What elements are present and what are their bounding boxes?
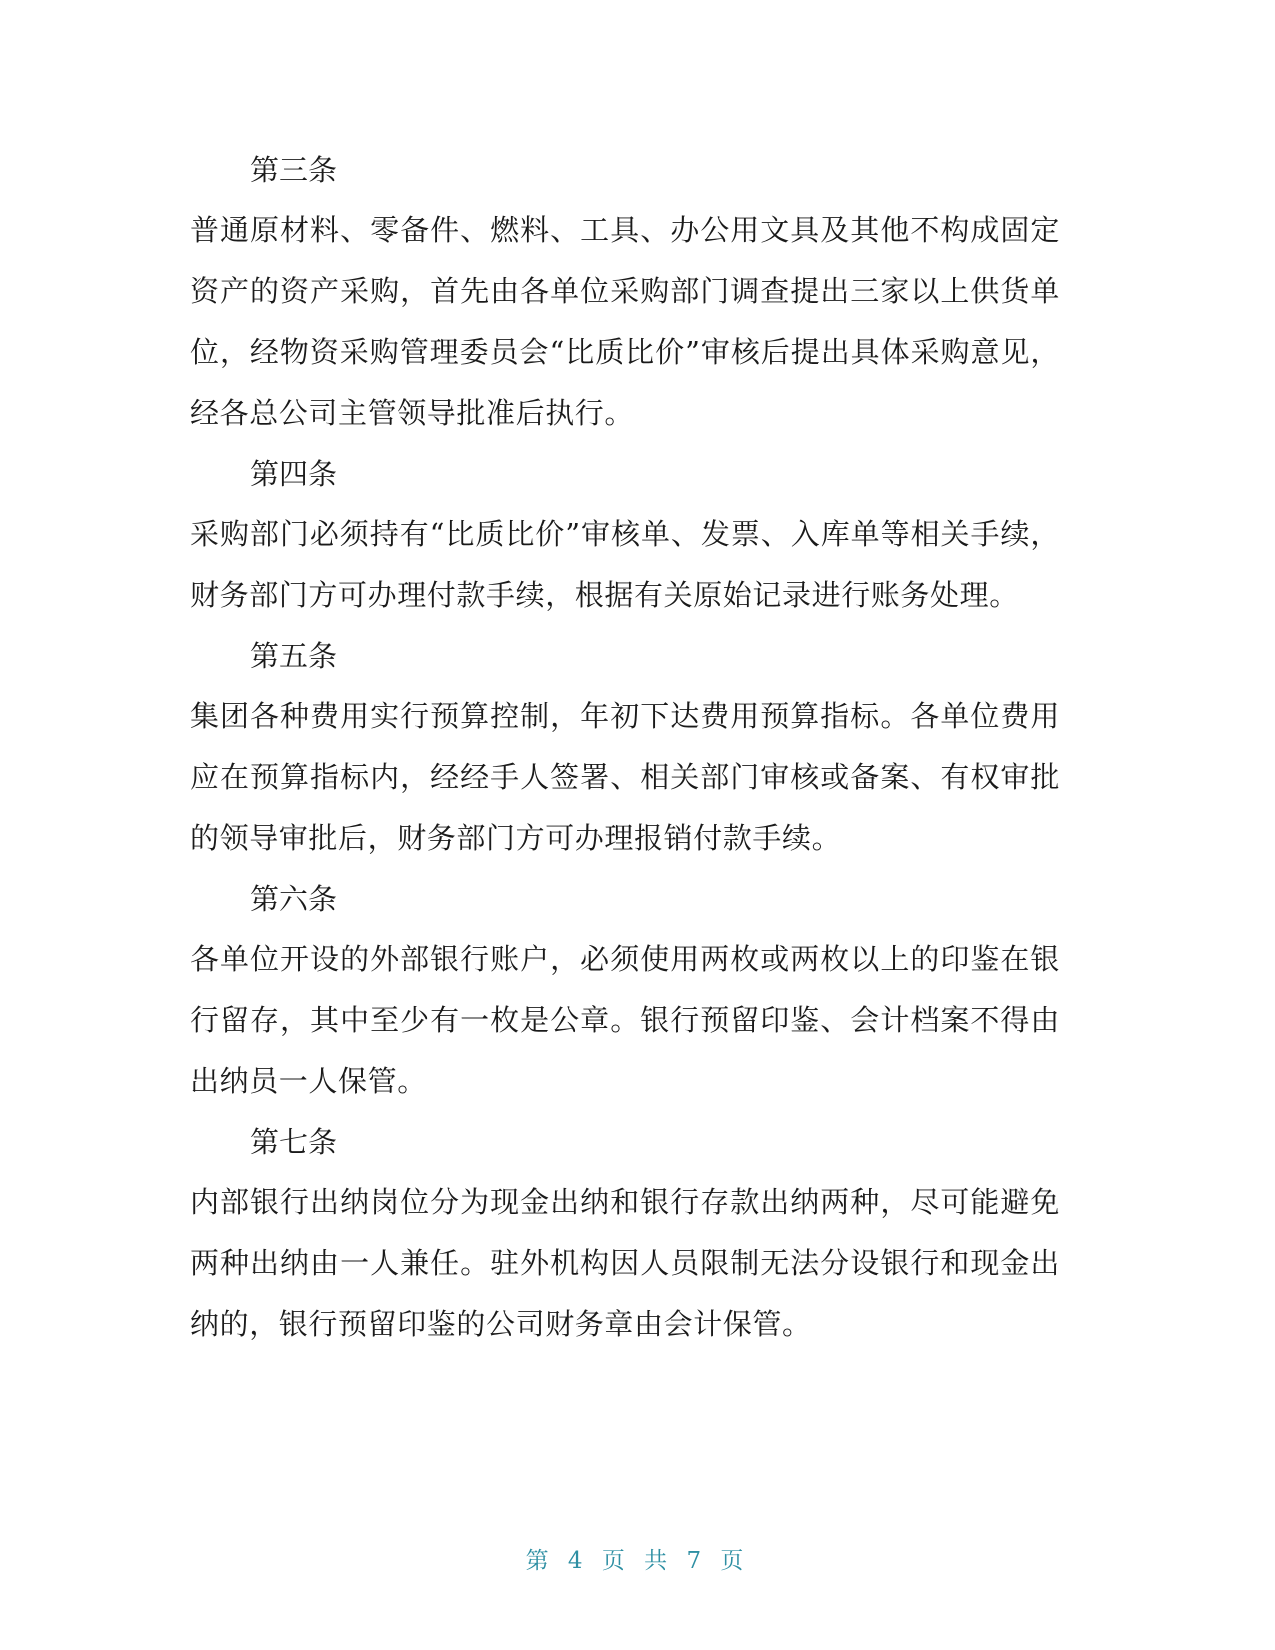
article-heading-4: 第四条: [250, 457, 338, 491]
article-body-6: 各单位开设的外部银行账户，必须使用两枚或两枚以上的印鉴在银行留存，其中至少有一枚是公章。银行预留印鉴、会计档案不得由出纳员一人保管。: [190, 942, 1060, 1098]
article-heading-5: 第五条: [250, 639, 338, 673]
article-heading-6: 第六条: [250, 882, 338, 916]
article-heading-7: 第七条: [250, 1125, 338, 1159]
article-body-5: 集团各种费用实行预算控制，年初下达费用预算指标。各单位费用应在预算指标内，经经手人签署、相关部门审核或备案、有权审批的领导审批后，财务部门方可办理报销付款手续。: [190, 699, 1060, 855]
article-heading-3: 第三条: [250, 153, 338, 187]
article-body-7: 内部银行出纳岗位分为现金出纳和银行存款出纳两种，尽可能避免两种出纳由一人兼任。驻外机构因人员限制无法分设银行和现金出纳的，银行预留印鉴的公司财务章由会计保管。: [190, 1185, 1060, 1341]
page-number-footer: 第 4 页 共 7 页: [525, 1548, 750, 1574]
document-body: [190, 140, 1060, 1355]
article-body-3: 普通原材料、零备件、燃料、工具、办公用文具及其他不构成固定资产的资产采购，首先由各单位采购部门调查提出三家以上供货单位，经物资采购管理委员会“比质比价”审核后提出具体采购意见，经各总公司主管领导批准后执行。: [190, 213, 1060, 430]
article-body-4: 采购部门必须持有“比质比价”审核单、发票、入库单等相关手续，财务部门方可办理付款手续，根据有关原始记录进行账务处理。: [190, 517, 1060, 612]
